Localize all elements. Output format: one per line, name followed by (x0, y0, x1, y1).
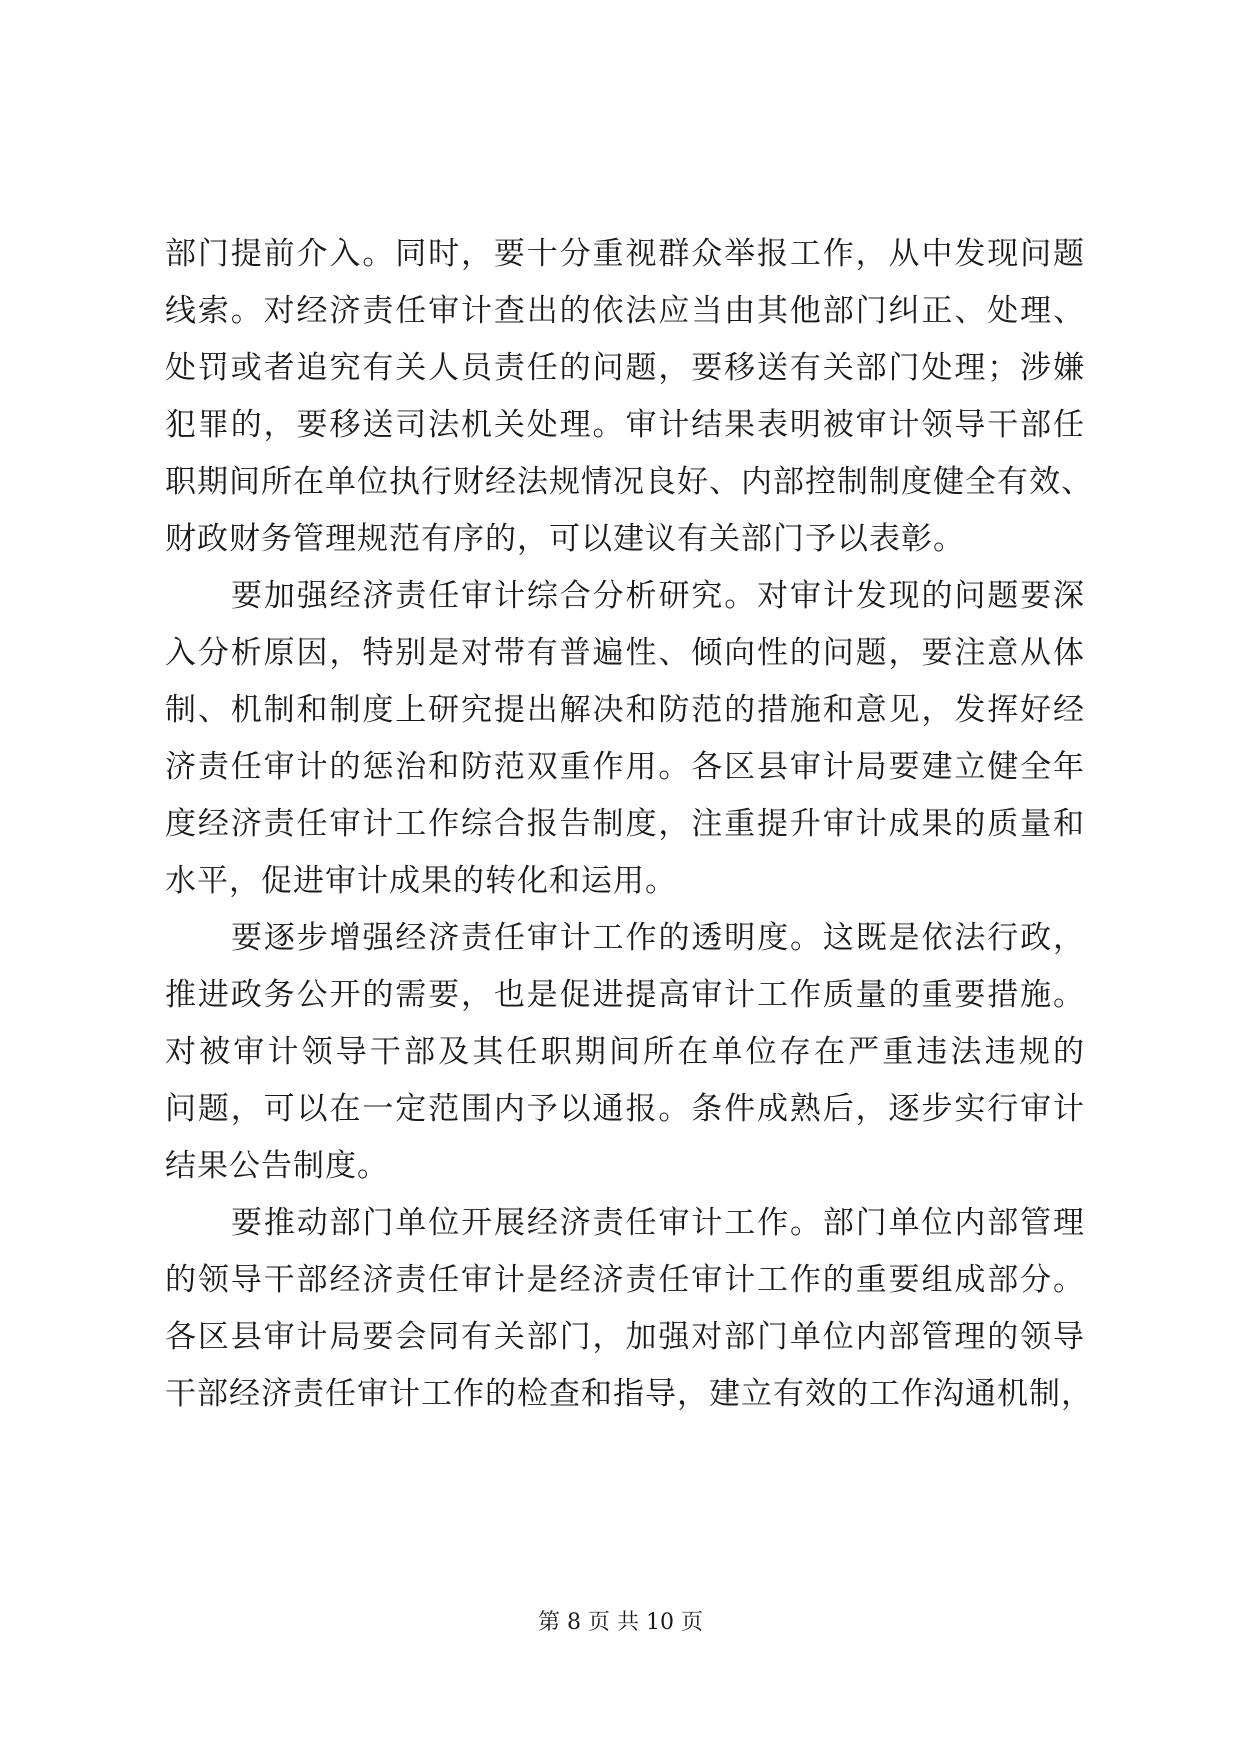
text-line: 制、机制和制度上研究提出解决和防范的措施和意见，发挥好经 (165, 692, 1085, 728)
text-line: 各区县审计局要会同有关部门，加强对部门单位内部管理的领导 (165, 1319, 1085, 1355)
text-line: 财政财务管理规范有序的，可以建议有关部门予以表彰。 (165, 521, 965, 557)
paragraph-first-line: 要加强经济责任审计综合分析研究。对审计发现的问题要深 (231, 578, 1085, 614)
paragraph-first-line: 要推动部门单位开展经济责任审计工作。部门单位内部管理 (231, 1205, 1085, 1241)
text-line: 问题，可以在一定范围内予以通报。条件成熟后，逐步实行审计 (165, 1091, 1085, 1127)
text-line: 干部经济责任审计工作的检查和指导，建立有效的工作沟通机制， (165, 1376, 1093, 1412)
text-line: 线索。对经济责任审计查出的依法应当由其他部门纠正、处理、 (165, 293, 1085, 329)
text-line: 处罚或者追究有关人员责任的问题，要移送有关部门处理；涉嫌 (165, 350, 1085, 386)
text-line: 推进政务公开的需要，也是促进提高审计工作质量的重要措施。 (165, 977, 1085, 1013)
text-line: 犯罪的，要移送司法机关处理。审计结果表明被审计领导干部任 (165, 407, 1085, 443)
page-number-footer: 第 8 页 共 10 页 (538, 1610, 703, 1635)
text-line: 的领导干部经济责任审计是经济责任审计工作的重要组成部分。 (165, 1262, 1085, 1298)
text-line: 济责任审计的惩治和防范双重作用。各区县审计局要建立健全年 (165, 749, 1085, 785)
text-line: 结果公告制度。 (165, 1148, 389, 1184)
text-line: 对被审计领导干部及其任职期间所在单位存在严重违法违规的 (165, 1034, 1085, 1070)
paragraph-first-line: 要逐步增强经济责任审计工作的透明度。这既是依法行政， (231, 920, 1085, 956)
text-line: 入分析原因，特别是对带有普遍性、倾向性的问题，要注意从体 (165, 635, 1085, 671)
text-line: 度经济责任审计工作综合报告制度，注重提升审计成果的质量和 (165, 806, 1085, 842)
text-line: 部门提前介入。同时，要十分重视群众举报工作，从中发现问题 (165, 236, 1085, 272)
text-line: 水平，促进审计成果的转化和运用。 (165, 863, 677, 899)
text-line: 职期间所在单位执行财经法规情况良好、内部控制制度健全有效、 (165, 464, 1093, 500)
